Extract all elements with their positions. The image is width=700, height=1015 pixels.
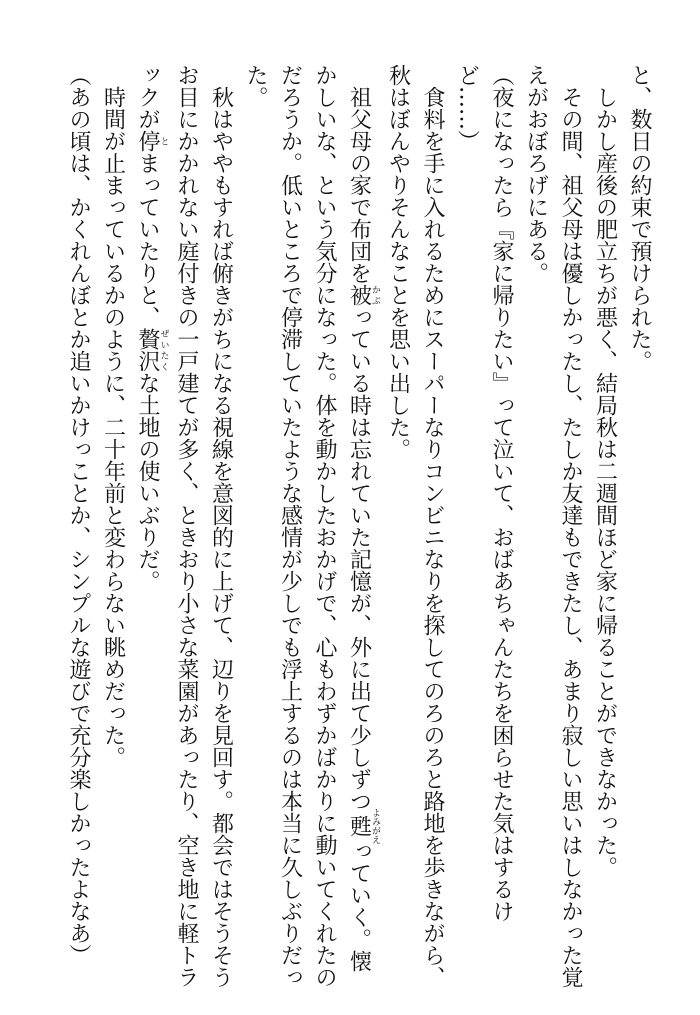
- text-segment: っている時は忘れていた記憶が、外に出て少しずつ: [346, 306, 372, 812]
- text-line: [272, 64, 307, 988]
- text-segment: まっていたりと、: [135, 152, 160, 328]
- text-line: [95, 64, 130, 964]
- furigana: かぶ: [370, 284, 380, 306]
- ruby-base: 停: [135, 130, 160, 152]
- text-segment: （夜になったら『家に帰りたい』って泣いて、おばあちゃんたちを困らせた気はするけ: [489, 64, 514, 922]
- text-line: [61, 64, 96, 964]
- text-line: [169, 64, 204, 988]
- text-segment: ックが: [135, 64, 160, 130]
- text-segment: お目にかかれない庭付きの一戸建てが多く、ときおり小さな菜園があったり、空き地に軽トラ: [174, 64, 199, 988]
- text-line: [238, 64, 273, 964]
- text-segment: 秋はややもすれば俯きがちになる視線を意図的に上げて、辺りを見回す。都会ではそうそう: [208, 86, 234, 988]
- text-line: [484, 64, 519, 964]
- text-line: [380, 64, 415, 964]
- text-segment: 時間が止まっているかのように、二十年前と変わらない眺めだった。: [100, 86, 126, 768]
- text-segment: と、数日の約束で預けられた。: [627, 64, 652, 372]
- ruby-base: 贅沢: [135, 328, 160, 372]
- text-segment: 秋はぼんやりそんなことを思い出した。: [385, 64, 411, 460]
- text-segment: しかし産後の肥立ちが悪く、結局秋は二週間ほど家に帰ることができなかった。: [592, 86, 618, 878]
- text-segment: その間、祖父母は優しかったし、たしか友達もできたし、あまり寂しい思いはしなかった覚: [558, 86, 583, 988]
- text-segment: な土地の使いぶりだ。: [135, 372, 160, 592]
- text-segment: っていく。懐: [346, 840, 372, 972]
- text-segment: だろうか。低いところで停滞していたような感情が少しでも浮上するのは本当に久しぶりだっ: [277, 64, 303, 988]
- ruby-word: [346, 808, 380, 844]
- ruby-word: [135, 130, 169, 152]
- vertical-text-body: [61, 64, 657, 988]
- text-line: [587, 64, 622, 964]
- text-segment: ど……）: [454, 64, 480, 152]
- ruby-word: [135, 328, 169, 372]
- text-segment: 祖父母の家で布団を: [346, 86, 372, 284]
- text-line: [553, 64, 588, 988]
- text-segment: （あの頃は、かくれんぼとか追いかけっことか、シンプルな遊びで充分楽しかったよなあ）: [66, 64, 91, 966]
- text-segment: 食料を手に入れるためにスーパーなりコンビニなりを探してのろのろと路地を歩きながら、: [420, 86, 445, 988]
- text-line: [130, 64, 169, 964]
- text-line: [518, 64, 553, 964]
- text-segment: た。: [243, 64, 268, 108]
- text-segment: えがおぼろげにある。: [523, 64, 549, 284]
- furigana: よみがえ: [370, 808, 380, 844]
- text-line: [203, 64, 238, 988]
- ruby-word: [346, 284, 380, 306]
- text-line: [449, 64, 484, 964]
- ruby-base: 甦: [346, 808, 372, 844]
- furigana: ぜいたく: [158, 328, 169, 372]
- text-line: [415, 64, 450, 988]
- text-line: [341, 64, 380, 972]
- furigana: と: [158, 130, 169, 152]
- text-segment: かしいな、という気分になった。体を動かしたおかげで、心もわずかばかりに動いてくれたの: [312, 64, 337, 988]
- text-line: [307, 64, 342, 988]
- text-line: [622, 64, 657, 964]
- ruby-base: 被: [346, 284, 372, 306]
